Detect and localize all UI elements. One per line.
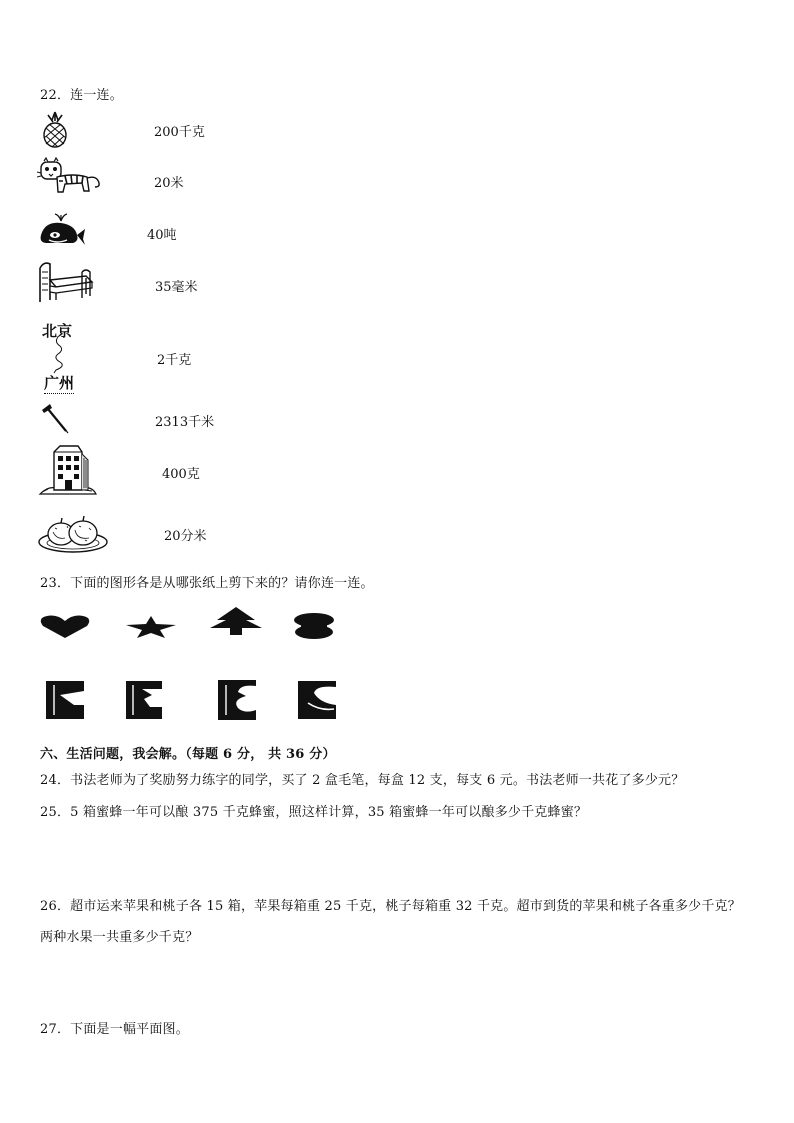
paper-3[interactable] — [218, 680, 256, 720]
paper-1[interactable] — [46, 681, 84, 719]
q24-text: 24．书法老师为了奖励努力练字的同学，买了 2 盒毛笔，每盒 12 支，每支 6 元。书法老师一共花了多少元？ — [40, 773, 685, 788]
building-icon — [38, 444, 98, 498]
nail-icon — [40, 404, 70, 434]
q22-title: 22．连一连。 — [40, 88, 123, 103]
paper-2[interactable] — [126, 681, 162, 719]
label-2kg: 2千克 — [157, 353, 192, 368]
mushroom-shape[interactable] — [292, 612, 336, 640]
paper-4[interactable] — [298, 681, 336, 719]
section6-heading: 六、生活问题，我会解。（每题 6 分， 共 36 分） — [40, 747, 336, 762]
whale-icon — [37, 211, 87, 249]
label-40t: 40吨 — [147, 228, 177, 243]
label-35mm: 35毫米 — [155, 280, 198, 295]
label-2313km: 2313千米 — [155, 415, 215, 430]
q27-text: 27．下面是一幅平面图。 — [40, 1022, 189, 1037]
map-route-icon — [40, 320, 84, 392]
label-20dm: 20分米 — [164, 529, 207, 544]
label-20m: 20米 — [154, 176, 184, 191]
label-200kg: 200千克 — [154, 125, 205, 140]
q26-line2: 两种水果一共重多少千克？ — [40, 930, 199, 945]
q25-text: 25．5 箱蜜蜂一年可以酿 375 千克蜂蜜，照这样计算，35 箱蜜蜂一年可以酿多少千克蜂蜜？ — [40, 805, 588, 820]
fruit-plate-icon — [37, 512, 109, 554]
map-guangzhou-label: 广州 — [44, 374, 75, 392]
arrow-shape[interactable] — [208, 606, 264, 636]
tiger-icon — [37, 157, 103, 195]
label-400g: 400克 — [162, 467, 200, 482]
bed-icon — [36, 258, 94, 304]
q23-title: 23．下面的图形各是从哪张纸上剪下来的？请你连一连。 — [40, 576, 374, 591]
q26-line1: 26．超市运来苹果和桃子各 15 箱，苹果每箱重 25 千克，桃子每箱重 32 千克。超市到货的苹果和桃子各重多少千克？ — [40, 899, 741, 914]
pineapple-icon — [38, 110, 72, 148]
star-shape[interactable] — [125, 615, 177, 639]
heart-shape[interactable] — [39, 614, 91, 640]
map-beijing-label: 北京 — [42, 322, 73, 340]
